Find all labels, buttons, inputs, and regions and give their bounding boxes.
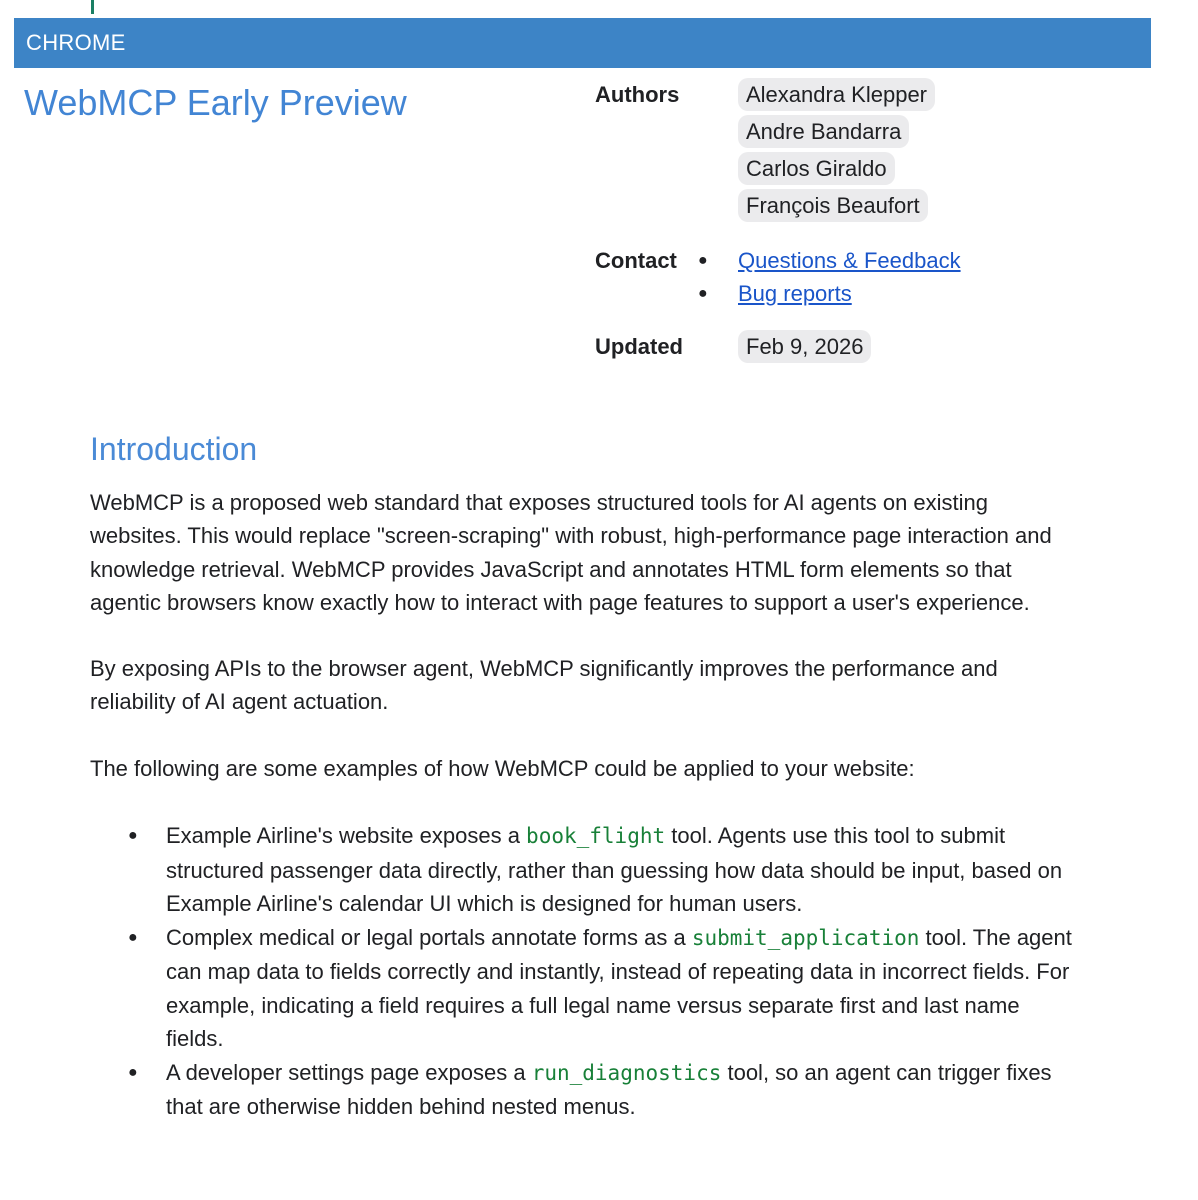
banner-label: CHROME (26, 30, 126, 55)
document-title: WebMCP Early Preview (24, 82, 407, 123)
bullet-icon: ● (128, 1063, 138, 1081)
contact-item (661, 244, 961, 277)
example-text: A developer settings page exposes a (166, 1059, 532, 1085)
example-text: Complex medical or legal portals annotate forms as a (166, 924, 692, 950)
contact-label: Contact (595, 248, 677, 273)
updated-row (595, 330, 1155, 367)
contact-row (595, 244, 1155, 310)
bullet-icon: ● (698, 252, 708, 269)
example-text: Example Airline's website exposes a (166, 823, 527, 849)
author-chip[interactable]: Alexandra Klepper (738, 78, 935, 111)
updated-values (738, 330, 871, 367)
tool-name-code: run_diagnostics (531, 1060, 722, 1085)
bullet-icon: ● (128, 928, 138, 946)
introduction-body (90, 486, 1080, 1124)
contact-list (661, 244, 961, 310)
author-chip[interactable]: François Beaufort (738, 189, 928, 222)
example-text: tool. Agents use this tool to submit structured passenger data directly, rather than guessing how data should be input, based on Example Airline's calendar UI which is designed for human users. (166, 823, 1063, 917)
example-text: tool. The agent can map data to fields correctly and instantly, instead of repeating data in incorrect fields. For example, indicating a field requires a full legal name versus separate first and last name fields. (166, 924, 1072, 1052)
bullet-icon: ● (698, 285, 708, 302)
intro-paragraph: The following are some examples of how WebMCP could be applied to your website: (90, 755, 915, 781)
tool-name-code: book_flight (526, 824, 666, 849)
authors-label: Authors (595, 82, 680, 107)
authors-row (595, 78, 1155, 226)
intro-paragraph: By exposing APIs to the browser agent, WebMCP significantly improves the performance and reliability of AI agent actuation. (90, 656, 998, 715)
bug-reports-link[interactable]: Bug reports (738, 281, 852, 306)
updated-date-chip[interactable]: Feb 9, 2026 (738, 330, 871, 363)
authors-list (738, 78, 935, 226)
updated-label: Updated (595, 334, 683, 359)
tool-name-code: submit_application (691, 925, 920, 950)
intro-paragraph: WebMCP is a proposed web standard that exposes structured tools for AI agents on existing websites. This would replace "screen-scraping" with robust, high-performance page interaction and knowledge retrieval. WebMCP provides JavaScript and annotates HTML form elements so that agentic browsers know exactly how to interact with page features to support a user's experience. (90, 490, 1052, 615)
examples-list (90, 819, 1080, 1124)
contact-item (661, 277, 961, 310)
example-item (90, 921, 1080, 1056)
bullet-icon: ● (128, 827, 138, 845)
introduction-heading: Introduction (90, 431, 258, 467)
metadata-table (595, 78, 1155, 385)
edge-mark (91, 0, 94, 14)
author-chip[interactable]: Andre Bandarra (738, 115, 909, 148)
example-text: tool, so an agent can trigger fixes that are otherwise hidden behind nested menus. (166, 1059, 1052, 1120)
questions-feedback-link[interactable]: Questions & Feedback (738, 248, 961, 273)
example-item (90, 1056, 1080, 1124)
chrome-banner (14, 18, 1151, 68)
author-chip[interactable]: Carlos Giraldo (738, 152, 895, 185)
example-item (90, 819, 1080, 921)
